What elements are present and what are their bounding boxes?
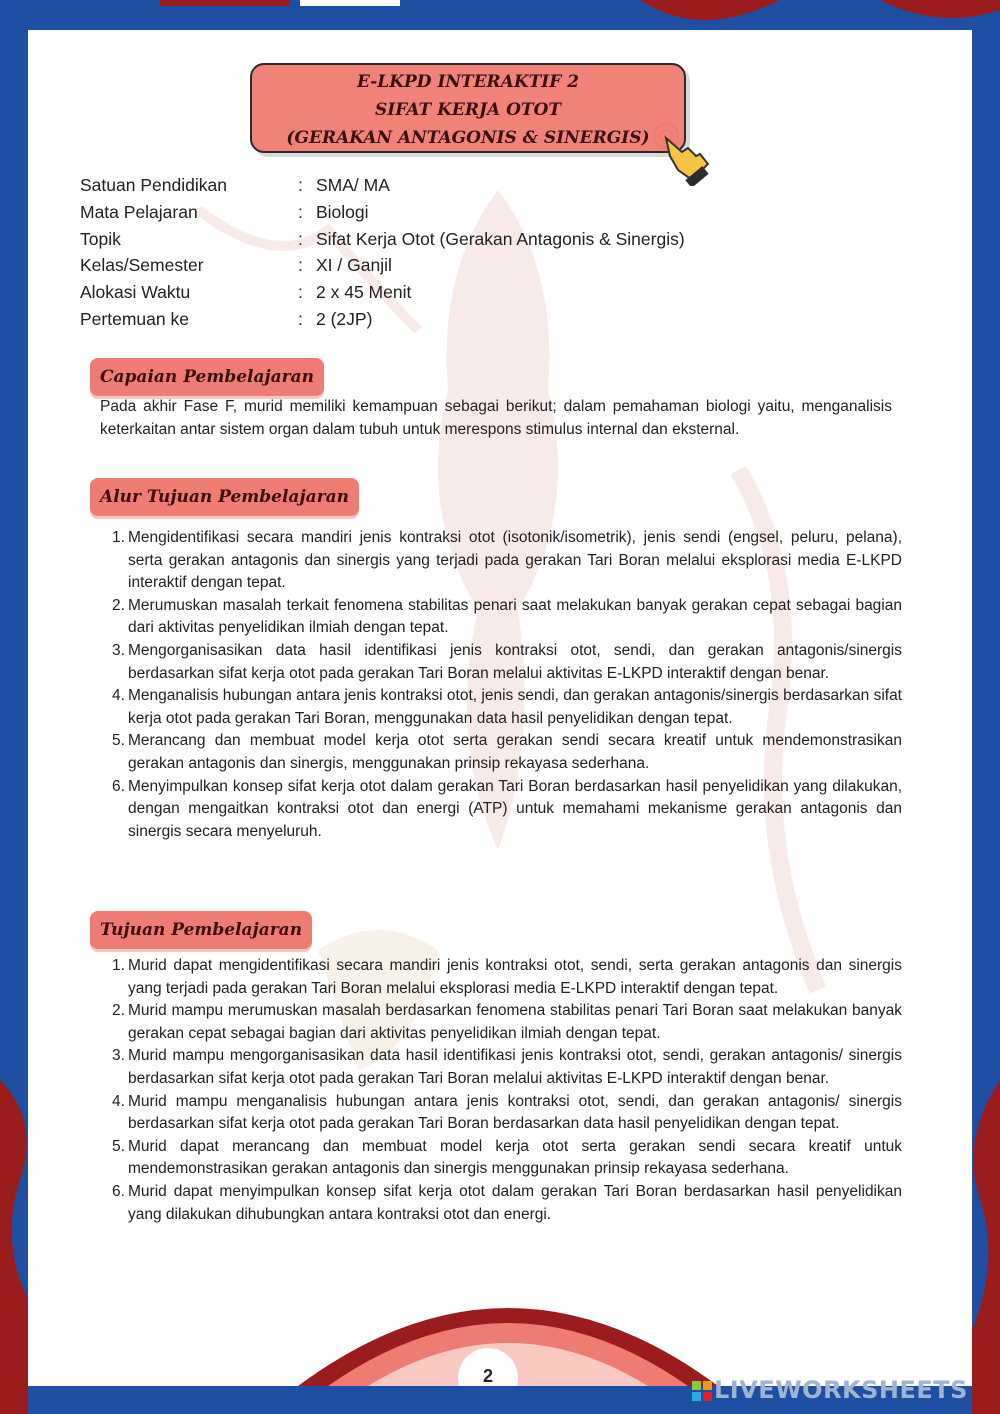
- tujuan-item: [112, 1000, 902, 1045]
- watermark-text: LIVEWORKSHEETS: [714, 1376, 968, 1404]
- identity-label: Satuan Pendidikan: [80, 175, 227, 195]
- liveworksheets-logo-icon: [692, 1381, 712, 1401]
- capaian-heading: Capaian Pembelajaran: [90, 358, 324, 396]
- title-line-3: (GERAKAN ANTAGONIS & SINERGIS): [286, 128, 650, 148]
- alur-list: [112, 527, 902, 843]
- title-line-2: SIFAT KERJA OTOT: [374, 100, 562, 120]
- identity-colon: :: [298, 255, 303, 276]
- identity-label: Mata Pelajaran: [80, 201, 198, 222]
- identity-value: SMA/ MA: [316, 175, 390, 195]
- alur-item: [112, 527, 902, 595]
- identity-label: Topik: [80, 228, 121, 249]
- item-text: Murid mampu mengorganisasikan data hasil identifikasi jenis kontraksi otot, sendi, gerakan antagonis/ sinergis berdasarkan sifat kerja otot pada gerakan Tari Boran melalui aktivitas E-LKPD interaktif dengan benar.: [128, 1047, 902, 1087]
- tujuan-item: [112, 1045, 902, 1090]
- item-number: 1.: [112, 529, 125, 546]
- pointing-hand-icon: [648, 122, 714, 186]
- tujuan-item: [112, 1091, 902, 1136]
- item-number: 3.: [112, 641, 125, 659]
- item-text: Menganalisis hubungan antara jenis kontraksi otot, jenis sendi, dan gerakan antagonis/sinergis berdasarkan sifat kerja otot pada gerakan Tari Boran, menggunakan data hasil penyelidikan dengan tepat.: [128, 687, 902, 727]
- item-number: 4.: [112, 1092, 125, 1110]
- item-text: Murid dapat menyimpulkan konsep sifat kerja otot dalam gerakan Tari Boran berdasarkan hasil penyelidikan yang dilakukan dihubungkan antara kontraksi otot dan energi.: [128, 1182, 902, 1223]
- identity-value: Sifat Kerja Otot (Gerakan Antagonis & Sinergis): [316, 228, 685, 249]
- alur-item: [112, 640, 902, 685]
- item-text: Murid mampu menganalisis hubungan antara jenis kontraksi otot, sendi, dan gerakan antagonis/ sinergis berdasarkan sifat kerja otot pada gerakan Tari Boran berdasarkan data hasil penyelidikan dengan tepat.: [128, 1092, 902, 1133]
- identity-value: Biologi: [316, 201, 369, 222]
- identity-label: Pertemuan ke: [80, 308, 189, 329]
- item-text: Mengorganisasikan data hasil identifikasi jenis kontraksi otot, sendi, dan gerakan antagonis/sinergis berdasarkan sifat kerja otot pada gerakan Tari Boran melalui aktivitas E-LKPD interaktif dengan benar.: [128, 641, 902, 682]
- item-text: Murid dapat merancang dan membuat model kerja otot serta gerakan sendi secara kreatif untuk mendemonstrasikan gerakan antagonis dan sinergis menggunakan prinsip rekayasa sederhana.: [128, 1137, 902, 1178]
- identity-label: Alokasi Waktu: [80, 282, 191, 303]
- identity-colon: :: [298, 282, 303, 303]
- identity-value: XI / Ganjil: [316, 255, 392, 276]
- item-text: Murid mampu merumuskan masalah berdasarkan fenomena stabilitas penari Tari Boran saat melakukan banyak gerakan cepat sebagai bagian dari aktivitas penyelidikan ilmiah dengan tepat.: [128, 1002, 902, 1042]
- title-line-1: E-LKPD INTERAKTIF 2: [356, 72, 580, 92]
- worksheet-page: [28, 30, 972, 1386]
- tujuan-item: [112, 1181, 902, 1226]
- item-number: 2.: [112, 1002, 125, 1020]
- identity-label: Kelas/Semester: [80, 255, 204, 276]
- alur-item: [112, 730, 902, 775]
- tujuan-item: [112, 1136, 902, 1181]
- liveworksheets-watermark: [692, 1376, 968, 1402]
- alur-heading: Alur Tujuan Pembelajaran: [90, 478, 359, 516]
- alur-item: [112, 685, 902, 730]
- tujuan-list: [112, 955, 902, 1226]
- item-number: 3.: [112, 1047, 125, 1065]
- tujuan-item: [112, 955, 902, 1000]
- item-text: Menyimpulkan konsep sifat kerja otot dalam gerakan Tari Boran berdasarkan hasil penyelidikan yang dilakukan, dengan mengaitkan kontraksi otot dan energi (ATP) untuk memahami mekanisme gerakan antagonis dan sinergis secara menyeluruh.: [128, 777, 902, 840]
- item-number: 1.: [112, 957, 125, 974]
- item-number: 5.: [112, 1137, 125, 1155]
- item-text: Murid dapat mengidentifikasi secara mandiri jenis kontraksi otot, sendi, serta gerakan antagonis dan sinergis yang terjadi pada gerakan Tari Boran melalui eksplorasi media E-LKPD interaktif dengan tepat.: [128, 957, 902, 997]
- item-number: 2.: [112, 596, 125, 614]
- item-number: 5.: [112, 732, 125, 750]
- identity-value: 2 x 45 Menit: [316, 282, 412, 303]
- item-number: 4.: [112, 687, 125, 705]
- identity-colon: :: [298, 201, 303, 222]
- page-number: 2: [458, 1348, 518, 1386]
- identity-colon: :: [298, 308, 303, 329]
- alur-item: [112, 776, 902, 844]
- tujuan-heading: Tujuan Pembelajaran: [90, 911, 312, 949]
- identity-value: 2 (2JP): [316, 308, 373, 329]
- identity-colon: :: [298, 228, 303, 249]
- identity-colon: :: [298, 175, 303, 195]
- item-text: Mengidentifikasi secara mandiri jenis kontraksi otot (isotonik/isometrik), jenis sendi (engsel, peluru, pelana), serta gerakan antagonis dan sinergis yang terjadi pada gerakan Tari Boran melalui eksplorasi media E-LKPD interaktif dengan tepat.: [128, 529, 902, 592]
- item-number: 6.: [112, 777, 125, 795]
- capaian-text: Pada akhir Fase F, murid memiliki kemampuan sebagai berikut; dalam pemahaman biologi yaitu, menganalisis keterkaitan antar sistem organ dalam tubuh untuk merespons stimulus internal dan eksternal.: [100, 398, 892, 438]
- item-text: Merumuskan masalah terkait fenomena stabilitas penari saat melakukan banyak gerakan cepat sebagai bagian dari aktivitas penyelidikan ilmiah dengan tepat.: [128, 596, 902, 637]
- item-text: Merancang dan membuat model kerja otot serta gerakan sendi secara kreatif untuk mendemonstrasikan gerakan antagonis dan sinergis, menggunakan prinsip rekayasa sederhana.: [128, 732, 902, 772]
- item-number: 6.: [112, 1182, 125, 1200]
- alur-item: [112, 595, 902, 640]
- title-banner: [250, 63, 686, 153]
